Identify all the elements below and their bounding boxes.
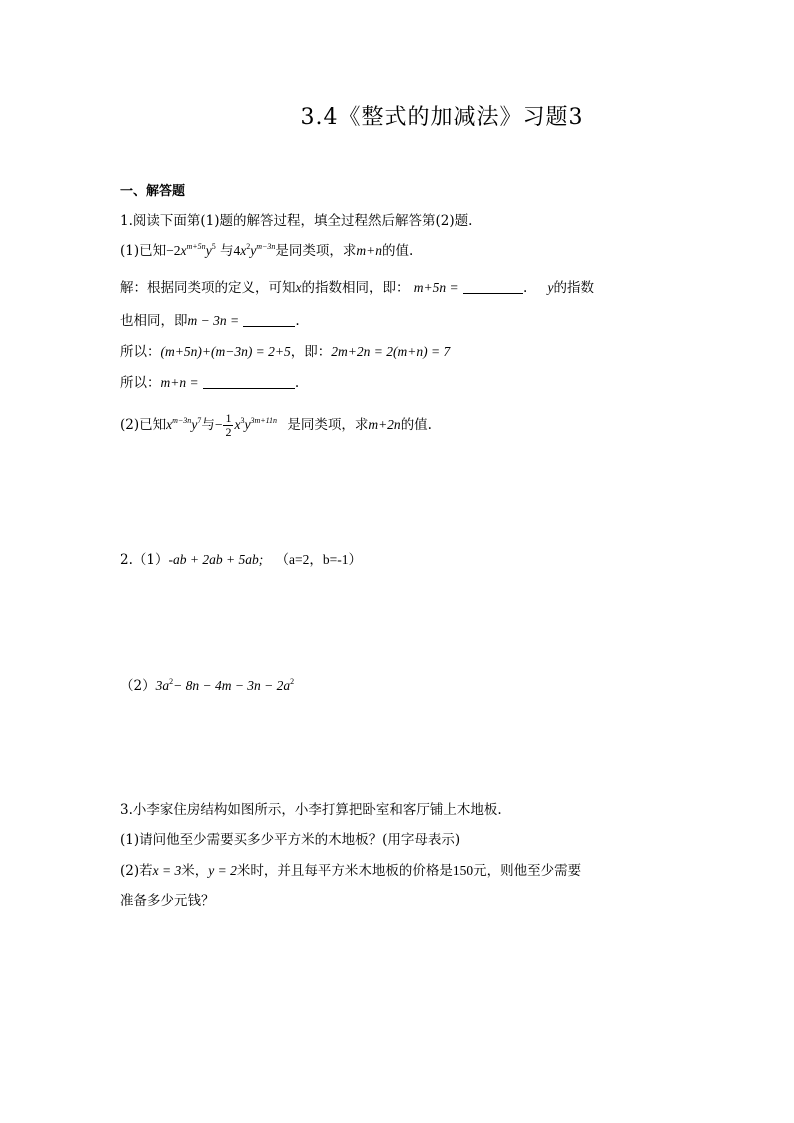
q1-intro: 1.阅读下面第(1)题的解答过程，填全过程然后解答第(2)题. — [120, 213, 473, 229]
q1-p1-exp: 2 — [246, 242, 251, 251]
q1-p2-exp: 7 — [197, 416, 202, 425]
q1-p1-exp: m+5n — [186, 242, 206, 251]
q2-part2 — [120, 677, 294, 695]
q1-p1-var: y — [250, 243, 257, 258]
q1-p1-suffix: 的值. — [382, 243, 414, 259]
q2-p2-expr: − 8n − 4m − 3n − 2a — [173, 678, 291, 693]
q1-p2-suffix: 的值. — [400, 417, 432, 433]
q1-p1-exp: 5 — [211, 242, 216, 251]
q1-so-expr: m+n = — [160, 375, 199, 390]
fraction-denominator: 2 — [225, 425, 232, 439]
q1-p1-mid: 与 — [219, 243, 234, 259]
answer-blank[interactable] — [203, 375, 295, 389]
q1-p1-var: x — [180, 243, 187, 258]
q1-p1-suffix: 是同类项，求 — [275, 243, 357, 259]
q1-sol-text: 解：根据同类项的定义，可知 — [120, 280, 296, 296]
q1-solution-line2 — [120, 312, 300, 330]
q1-solution-line1 — [120, 279, 594, 297]
q3-p2-text: 米时，并且每平方米木地板的价格是 — [236, 863, 453, 879]
q3-part2-cont: 准备多少元钱？ — [120, 893, 215, 909]
q1-p2-mid: 与 — [201, 417, 215, 433]
q1-p2-exp: 3 — [240, 416, 245, 425]
q1-p2-exp: 3m+11n — [250, 416, 278, 425]
q1-so-expr: 2m+2n = 2(m+n) = 7 — [331, 344, 451, 359]
q1-p1-exp: m−3n — [256, 242, 276, 251]
page-title: 3.4《整式的加减法》习题3 — [300, 105, 584, 130]
answer-blank[interactable] — [243, 313, 295, 327]
q1-p2-suffix: 是同类项，求 — [287, 417, 369, 433]
q3-part1: (1)请问他至少需要买多少平方米的木地板？(用字母表示) — [120, 832, 461, 848]
q2-p2-exp: 2 — [290, 677, 295, 686]
q1-so-line1 — [120, 343, 450, 361]
q2-p1-expr: -ab + 2ab + 5ab; — [168, 552, 264, 567]
q3-p2-text: (2)若 — [120, 863, 153, 879]
q3-part2 — [120, 862, 581, 880]
q1-sol-eq: m+5n = — [413, 280, 459, 295]
fraction-numerator: 1 — [225, 411, 232, 425]
q1-part2 — [120, 412, 432, 439]
q1-p1-expr: m+n — [356, 243, 383, 258]
q2-p2-expr: 3a — [155, 678, 170, 693]
q1-so-label: 所以： — [120, 344, 161, 360]
q1-p2-var: x — [234, 417, 241, 432]
q1-sol2-text: . — [295, 313, 300, 329]
q1-p2-exp: m−3n — [172, 416, 192, 425]
q1-p2-var: y — [244, 417, 251, 432]
q1-sol-text: . — [522, 280, 528, 296]
q1-p1-coef2: 4 — [233, 243, 241, 258]
q2-part1 — [120, 551, 362, 569]
q1-p2-var: x — [166, 417, 173, 432]
q1-so-label: 所以： — [120, 375, 161, 391]
q2-p2-exp: 2 — [169, 677, 174, 686]
q1-p2-expr: m+2n — [368, 417, 401, 432]
q1-sol-var: x — [295, 280, 302, 295]
q2-p2-label: （2） — [120, 678, 156, 694]
q1-sol2-eq: m − 3n = — [187, 313, 240, 328]
q1-p1-prefix: (1)已知 — [120, 243, 167, 259]
q2-p1-condition: （a=2，b=-1） — [275, 552, 362, 567]
q1-p1-coef1: −2 — [166, 243, 181, 258]
q1-p2-var: y — [191, 417, 198, 432]
q1-so-text: . — [294, 375, 300, 391]
answer-blank[interactable] — [463, 280, 523, 294]
q1-so-line2 — [120, 374, 299, 392]
q3-intro: 3.小李家住房结构如图所示，小李打算把卧室和客厅铺上木地板. — [120, 802, 502, 818]
q1-sol2-text: 也相同，即 — [120, 313, 188, 329]
q1-p2-sign: − — [214, 417, 223, 432]
q1-p1-var: x — [240, 243, 247, 258]
q2-p1-label: 2.（1） — [120, 552, 169, 568]
q1-part1 — [120, 242, 413, 260]
q1-p1-var: y — [205, 243, 212, 258]
q3-p2-x: x = 3 — [152, 863, 182, 878]
q3-p2-y: y = 2 — [208, 863, 237, 878]
q1-sol-var: y — [547, 280, 554, 295]
q1-so-expr: (m+5n)+(m−3n) = 2+5 — [160, 344, 291, 359]
q3-p2-price: 150 — [452, 863, 474, 878]
q1-sol-text: 的指数相同，即： — [301, 280, 410, 296]
fraction — [223, 412, 233, 439]
q1-so-mid: ，即： — [290, 344, 332, 360]
q3-p2-text: 米， — [181, 863, 209, 879]
q3-p2-text: 元，则他至少需要 — [473, 863, 582, 879]
section-heading: 一、解答题 — [120, 184, 186, 199]
q1-sol-text: 的指数 — [553, 280, 595, 296]
q1-p2-prefix: (2)已知 — [120, 417, 167, 433]
